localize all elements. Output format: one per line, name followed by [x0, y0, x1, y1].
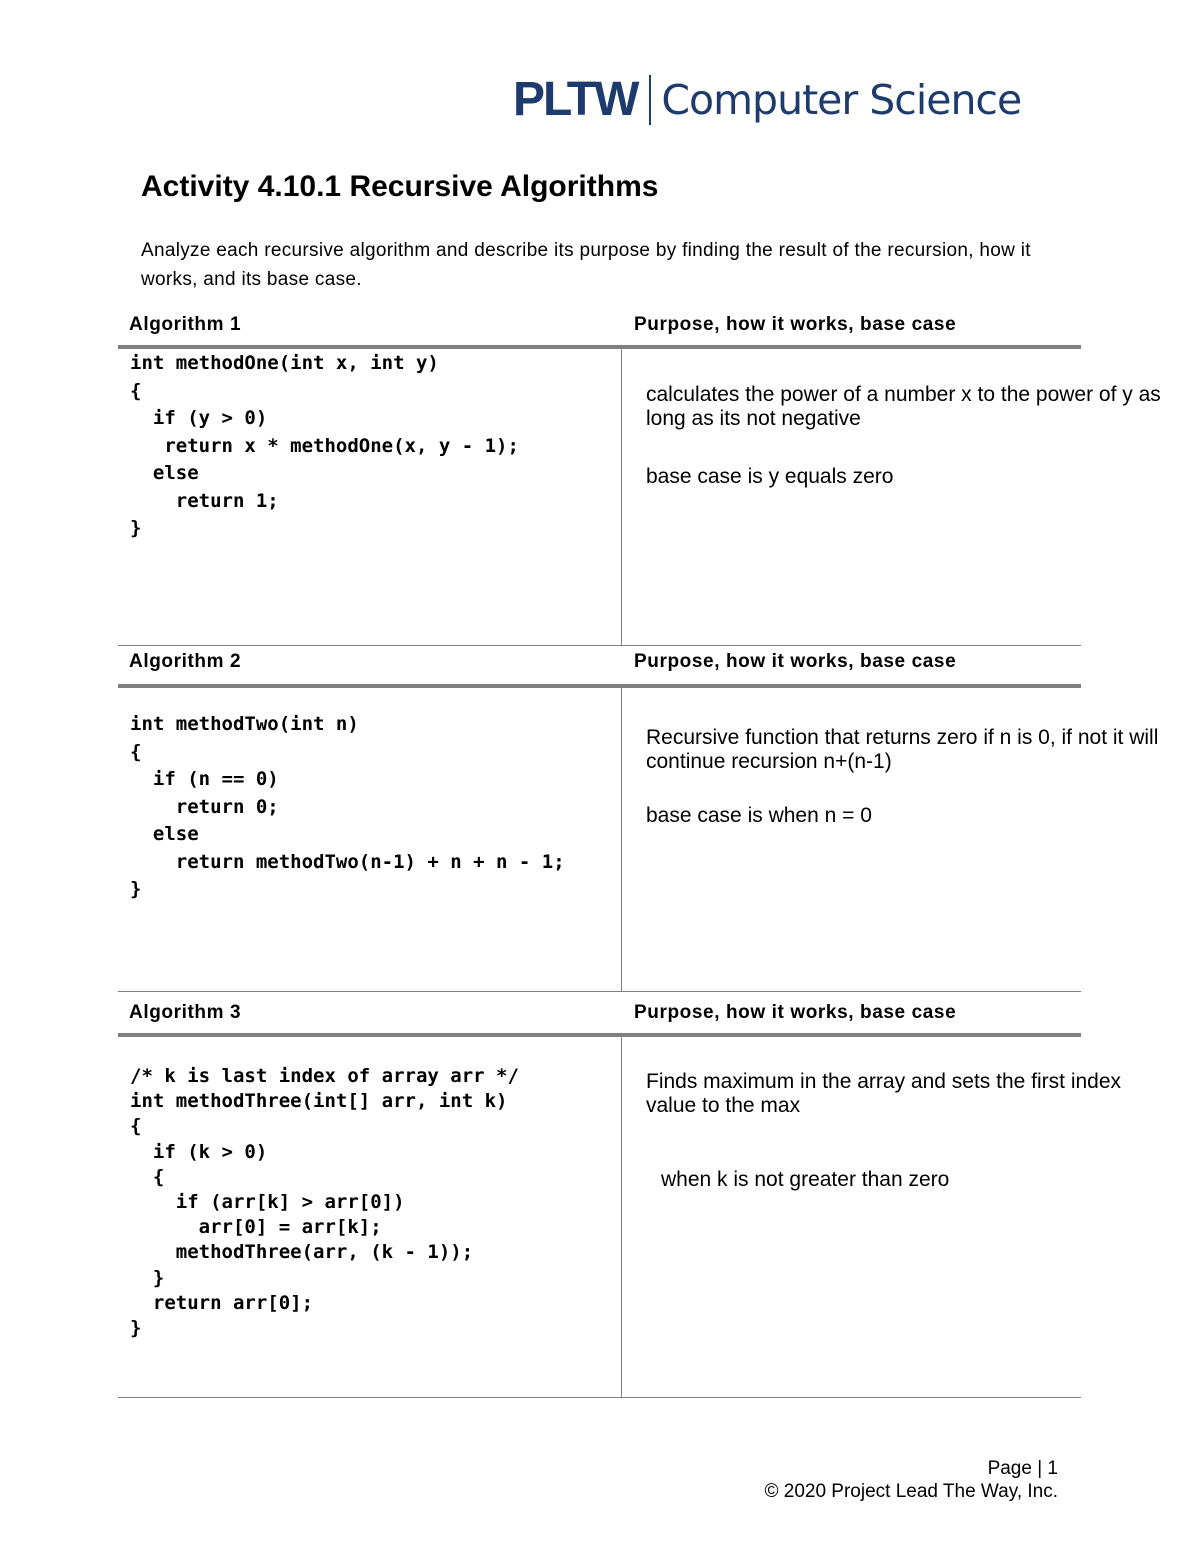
intro-text: Analyze each recursive algorithm and describe its purpose by finding the result of the recursion, how it works, and its base case. [141, 240, 1031, 290]
code-line: if (n == 0) [130, 768, 279, 790]
logo-divider [649, 75, 651, 125]
code-line: int methodTwo(int n) [130, 713, 359, 735]
code-line: { [130, 1115, 142, 1138]
algorithm-1-label: Algorithm 1 [129, 314, 242, 335]
code-line: /* k is last index of array arr */ [130, 1065, 519, 1087]
page-number: Page | 1 [987, 1458, 1058, 1479]
code-line: if (arr[k] > arr[0]) [130, 1190, 405, 1213]
algorithm-3-base-case: when k is not greater than zero [661, 1168, 950, 1191]
algorithm-1-code [130, 350, 519, 543]
code-line: return 0; [130, 795, 279, 818]
code-line: return arr[0]; [130, 1291, 314, 1314]
code-line: } [130, 1316, 142, 1339]
code-line: return 1; [130, 489, 279, 512]
algorithm-2-answer-label: Purpose, how it works, base case [634, 651, 957, 672]
algorithm-3-purpose: Finds maximum in the array and sets the first index value to the max [646, 1070, 1122, 1117]
algorithm-1-answer-label: Purpose, how it works, base case [634, 314, 957, 335]
code-line: int methodThree(int[] arr, int k) [130, 1090, 508, 1113]
algorithm-1-column-divider [621, 349, 622, 645]
pltw-logo [513, 72, 1021, 128]
algorithm-3-column-divider [621, 1037, 622, 1397]
code-line: { [130, 1165, 165, 1188]
code-line: } [130, 1266, 165, 1289]
code-line: arr[0] = arr[k]; [130, 1216, 382, 1239]
copyright: © 2020 Project Lead The Way, Inc. [764, 1481, 1058, 1502]
algorithm-3-header [118, 992, 1081, 1032]
logo-text: Computer Science [661, 75, 1022, 124]
page-title: Activity 4.10.1 Recursive Algorithms [141, 170, 659, 203]
code-line: if (k > 0) [130, 1140, 268, 1163]
code-line: if (y > 0) [130, 407, 268, 429]
algorithm-1-base-case: base case is y equals zero [646, 465, 894, 488]
algorithm-3-answer-label: Purpose, how it works, base case [634, 1002, 957, 1023]
algorithm-3-code [130, 1064, 519, 1341]
logo-mark: PLTW [513, 73, 638, 126]
algorithm-1-header [118, 304, 1081, 344]
code-line: } [130, 517, 142, 539]
code-line: else [130, 823, 199, 845]
algorithm-3-bottom-rule [118, 1397, 1081, 1398]
algorithm-2-base-case: base case is when n = 0 [646, 804, 872, 827]
algorithm-3-header-rule [118, 1033, 1081, 1037]
code-line: else [130, 462, 199, 484]
algorithm-2-purpose: Recursive function that returns zero if n is 0, if not it will continue recursion n+(n-1) [646, 726, 1159, 773]
algorithm-1-purpose: calculates the power of a number x to the power of y as long as its not negative [646, 383, 1161, 430]
code-line: { [130, 379, 142, 402]
algorithm-2-column-divider [621, 688, 622, 991]
algorithm-2-header-rule [118, 684, 1081, 688]
code-line: return methodTwo(n-1) + n + n - 1; [130, 850, 565, 873]
code-line: { [130, 740, 142, 763]
code-line: return x * methodOne(x, y - 1); [130, 434, 519, 457]
algorithm-3-label: Algorithm 3 [129, 1002, 242, 1023]
code-line: int methodOne(int x, int y) [130, 352, 439, 374]
code-line: methodThree(arr, (k - 1)); [130, 1241, 474, 1264]
algorithm-2-header [118, 641, 1081, 681]
code-line: } [130, 878, 142, 900]
algorithm-2-code [130, 711, 565, 904]
algorithm-2-label: Algorithm 2 [129, 651, 242, 672]
algorithm-1-header-rule [118, 345, 1081, 349]
